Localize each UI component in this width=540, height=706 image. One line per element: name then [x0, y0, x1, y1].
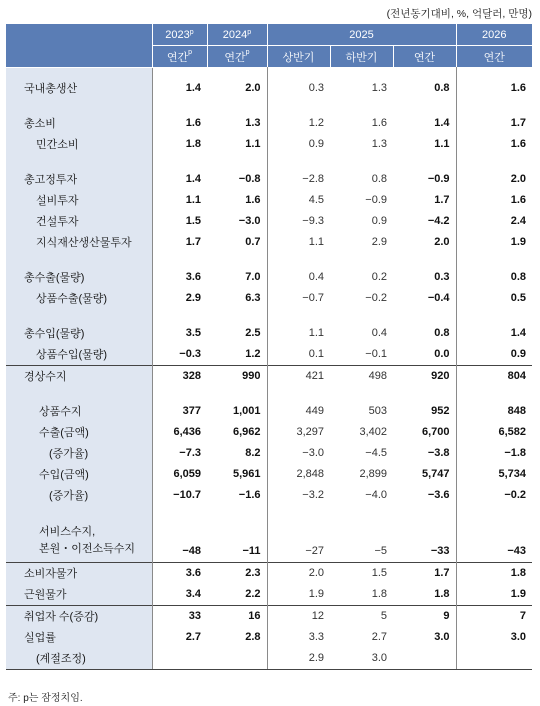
cell-value: 2.2 [207, 584, 267, 606]
cell-value: 1.6 [207, 190, 267, 211]
cell-value: 3,297 [296, 426, 324, 438]
row-label: 총고정투자 [6, 169, 152, 190]
cell-value: 328 [152, 365, 207, 387]
cell-value: 0.0 [393, 344, 456, 366]
table-row-core [6, 584, 532, 606]
row-label: 상품수입(물량) [6, 344, 152, 366]
cell-value [393, 648, 456, 670]
row-label: 수출(금액) [6, 422, 152, 443]
cell-value: −1.6 [207, 485, 267, 506]
header-h1-2025: 상반기 [267, 46, 330, 68]
header-annual-2024: 연간$^p$ [207, 46, 267, 68]
table-row-xamt [6, 422, 532, 443]
cell-value: 421 [267, 365, 330, 387]
row-label: (증가율) [6, 485, 152, 506]
unit-note: (전년동기대비, %, 억달러, 만명) [386, 8, 532, 20]
cell-value: 6,700 [393, 422, 456, 443]
cell-value: 2.0 [510, 173, 527, 185]
cell-value: 3.3 [308, 631, 324, 643]
cell-value: 6,059 [173, 468, 201, 480]
table-row-ca [6, 365, 532, 387]
cell-value: 1,001 [207, 401, 267, 422]
table-row-sa [6, 648, 532, 670]
cell-value: 1.6 [371, 117, 387, 129]
header-row-years [6, 24, 532, 46]
row-label: 상품수출(물량) [6, 288, 152, 309]
cell-value: 2.7 [185, 631, 201, 643]
table-row-mgr [6, 485, 532, 506]
cell-value: −7.3 [179, 447, 201, 459]
cell-value: 1.9 [510, 588, 527, 600]
table-row-exp [6, 267, 532, 288]
table-row-mamt [6, 464, 532, 485]
table-row-emp [6, 605, 532, 627]
cell-value [207, 648, 267, 670]
cell-value: 5 [330, 605, 393, 627]
cell-value: 0.8 [393, 323, 456, 344]
cell-value: 3.5 [185, 327, 201, 339]
cell-value: 5,747 [393, 464, 456, 485]
cell-value: 3.0 [393, 627, 456, 648]
cell-value: 1.4 [510, 327, 527, 339]
header-2026: 2026 [456, 24, 532, 46]
cell-value: 1.8 [393, 584, 456, 606]
cell-value: 498 [330, 365, 393, 387]
cell-value: 1.9 [510, 236, 527, 248]
cell-value: 16 [207, 605, 267, 627]
row-label: 근원물가 [6, 584, 152, 606]
cell-value: 1.8 [371, 588, 387, 600]
cell-value: 0.8 [510, 271, 527, 283]
footnote: 주: p는 잠정치임. [8, 693, 83, 704]
cell-value: −48 [182, 544, 201, 557]
cell-value: −0.2 [504, 489, 527, 501]
cell-value: 9 [393, 605, 456, 627]
cell-value: 2.0 [393, 232, 456, 253]
cell-value: 12 [267, 605, 330, 627]
row-label: (증가율) [6, 443, 152, 464]
cell-value: 1.6 [510, 82, 527, 94]
cell-value: 1.1 [308, 236, 324, 248]
header-annual-2025: 연간 [393, 46, 456, 68]
table-row-gb [6, 401, 532, 422]
cell-value: 1.2 [207, 344, 267, 366]
table-row-constr [6, 211, 532, 232]
cell-value: 0.3 [393, 267, 456, 288]
table-row-cons [6, 113, 532, 134]
row-label: 설비투자 [6, 190, 152, 211]
spacer-row [6, 253, 532, 267]
spacer-row [6, 155, 532, 169]
cell-value: 1.6 [510, 138, 527, 150]
cell-value: 1.1 [393, 134, 456, 155]
cell-value: 8.2 [207, 443, 267, 464]
cell-value: 2.4 [510, 215, 527, 227]
cell-value: 3.4 [185, 588, 201, 600]
cell-value: 33 [152, 605, 207, 627]
cell-value: 6.3 [207, 288, 267, 309]
table-row-cpi [6, 562, 532, 584]
cell-value: 0.5 [510, 292, 527, 304]
cell-value: −0.2 [365, 292, 387, 304]
cell-value: 0.8 [393, 78, 456, 99]
cell-value: 0.4 [308, 271, 324, 283]
cell-value: 0.1 [308, 348, 324, 360]
cell-value: 2.0 [207, 78, 267, 99]
row-label: (계절조정) [6, 648, 152, 670]
cell-value: 0.9 [510, 348, 527, 360]
table-row-inv [6, 169, 532, 190]
cell-value: 1.8 [185, 138, 201, 150]
spacer-row [6, 309, 532, 323]
table-row-pcons [6, 134, 532, 155]
header-annual-2026: 연간 [456, 46, 532, 68]
cell-value: 5,734 [498, 468, 527, 480]
cell-value: 6,962 [207, 422, 267, 443]
spacer-row [6, 387, 532, 401]
cell-value: 1.6 [510, 194, 527, 206]
cell-value: 2.8 [207, 627, 267, 648]
cell-value: 804 [456, 365, 532, 387]
row-label-line-2: 본원・이전소득수지 [39, 542, 136, 555]
row-label: 경상수지 [6, 365, 152, 387]
cell-value: 1.3 [371, 138, 387, 150]
cell-value: −0.9 [365, 194, 387, 206]
table-row-equip [6, 190, 532, 211]
cell-value: 3.6 [185, 271, 201, 283]
row-label: 국내총생산 [6, 78, 152, 99]
cell-value: 7.0 [207, 267, 267, 288]
cell-value: 1.1 [308, 327, 324, 339]
cell-value: 1.4 [393, 113, 456, 134]
cell-value: 1.8 [456, 562, 532, 584]
table-row-xgr [6, 443, 532, 464]
cell-value: 1.3 [207, 113, 267, 134]
cell-value: −11 [207, 520, 267, 563]
cell-value: −0.3 [179, 348, 201, 360]
cell-value: 1.6 [185, 117, 201, 129]
cell-value: 5,961 [207, 464, 267, 485]
cell-value: 0.9 [308, 138, 324, 150]
cell-value: 0.4 [371, 327, 387, 339]
row-label: 수입(금액) [6, 464, 152, 485]
row-label: 상품수지 [6, 401, 152, 422]
cell-value: −27 [305, 544, 324, 557]
cell-value: −3.0 [207, 211, 267, 232]
cell-value: −4.2 [393, 211, 456, 232]
header-h2-2025: 하반기 [330, 46, 393, 68]
table-row-unemp [6, 627, 532, 648]
cell-value: 503 [368, 405, 387, 417]
cell-value: −1.8 [504, 447, 527, 459]
cell-value: 1.7 [185, 236, 201, 248]
cell-value: −0.4 [393, 288, 456, 309]
row-label: 총수출(물량) [6, 267, 152, 288]
cell-value: −3.8 [393, 443, 456, 464]
cell-value: 3.0 [330, 648, 393, 670]
row-label: 소비자물가 [6, 562, 152, 584]
row-label: 민간소비 [6, 134, 152, 155]
cell-value: −9.3 [302, 215, 324, 227]
cell-value: 0.7 [207, 232, 267, 253]
cell-value: 3.6 [152, 562, 207, 584]
cell-value: 2.5 [207, 323, 267, 344]
row-label: 총수입(물량) [6, 323, 152, 344]
cell-value: −0.1 [365, 348, 387, 360]
cell-value: −3.0 [302, 447, 324, 459]
cell-value: 2.9 [371, 236, 387, 248]
header-corner [6, 24, 152, 67]
table-row-imp [6, 323, 532, 344]
cell-value: 1.7 [393, 190, 456, 211]
cell-value: 6,436 [173, 426, 201, 438]
cell-value: 449 [305, 405, 324, 417]
table-row-gexp [6, 288, 532, 309]
cell-value: 1.2 [308, 117, 324, 129]
cell-value: 952 [393, 401, 456, 422]
cell-value: 1.1 [207, 134, 267, 155]
cell-value: 1.1 [185, 194, 201, 206]
cell-value: 2.0 [267, 562, 330, 584]
row-label: 실업률 [6, 627, 152, 648]
cell-value: −5 [374, 544, 387, 557]
cell-value: 2.9 [185, 292, 201, 304]
cell-value: 4.5 [308, 194, 324, 206]
cell-value: 990 [207, 365, 267, 387]
spacer-row [6, 67, 532, 78]
row-label: 취업자 수(증감) [6, 605, 152, 627]
cell-value: −2.8 [302, 173, 324, 185]
cell-value [456, 648, 532, 670]
cell-value: −3.6 [393, 485, 456, 506]
cell-value: 7 [456, 605, 532, 627]
cell-value: 848 [507, 405, 527, 417]
cell-value: 2.3 [207, 562, 267, 584]
cell-value: 2.9 [267, 648, 330, 670]
cell-value [152, 648, 207, 670]
cell-value: −33 [393, 520, 456, 563]
table-row-gdp [6, 78, 532, 99]
cell-value: −0.7 [302, 292, 324, 304]
header-2024: 2024$^p$ [207, 24, 267, 46]
forecast-table [6, 24, 532, 670]
header-2023: 2023$^p$ [152, 24, 207, 46]
cell-value: 0.9 [371, 215, 387, 227]
cell-value: 1.7 [393, 562, 456, 584]
cell-value: −43 [507, 544, 527, 557]
cell-value: 3,402 [359, 426, 387, 438]
cell-value: −3.2 [302, 489, 324, 501]
cell-value: 1.9 [308, 588, 324, 600]
cell-value: 6,582 [498, 426, 527, 438]
cell-value: −4.0 [365, 489, 387, 501]
header-annual-2023: 연간$^p$ [152, 46, 207, 68]
row-label [6, 520, 152, 563]
cell-value: 2,848 [296, 468, 324, 480]
header-2025: 2025 [267, 24, 456, 46]
row-label-line-1: 서비스수지, [39, 525, 96, 538]
cell-value: 1.5 [330, 562, 393, 584]
cell-value: 1.4 [185, 82, 201, 94]
spacer-row [6, 99, 532, 113]
cell-value: 3.0 [510, 631, 527, 643]
spacer-row [6, 506, 532, 520]
table-row-svc [6, 520, 532, 563]
cell-value: −10.7 [173, 489, 201, 501]
cell-value: 1.5 [185, 215, 201, 227]
cell-value: 0.2 [371, 271, 387, 283]
row-label: 건설투자 [6, 211, 152, 232]
cell-value: −0.9 [393, 169, 456, 190]
cell-value: 0.8 [371, 173, 387, 185]
row-label: 총소비 [6, 113, 152, 134]
cell-value: 920 [393, 365, 456, 387]
cell-value: −4.5 [365, 447, 387, 459]
cell-value: 377 [182, 405, 201, 417]
cell-value: 1.3 [371, 82, 387, 94]
cell-value: 2,899 [359, 468, 387, 480]
table-row-ip [6, 232, 532, 253]
cell-value: −0.8 [207, 169, 267, 190]
cell-value: 0.3 [308, 82, 324, 94]
row-label: 지식재산생산물투자 [6, 232, 152, 253]
cell-value: 1.7 [510, 117, 527, 129]
table-row-gimp [6, 344, 532, 366]
cell-value: 1.4 [185, 173, 201, 185]
cell-value: 2.7 [371, 631, 387, 643]
